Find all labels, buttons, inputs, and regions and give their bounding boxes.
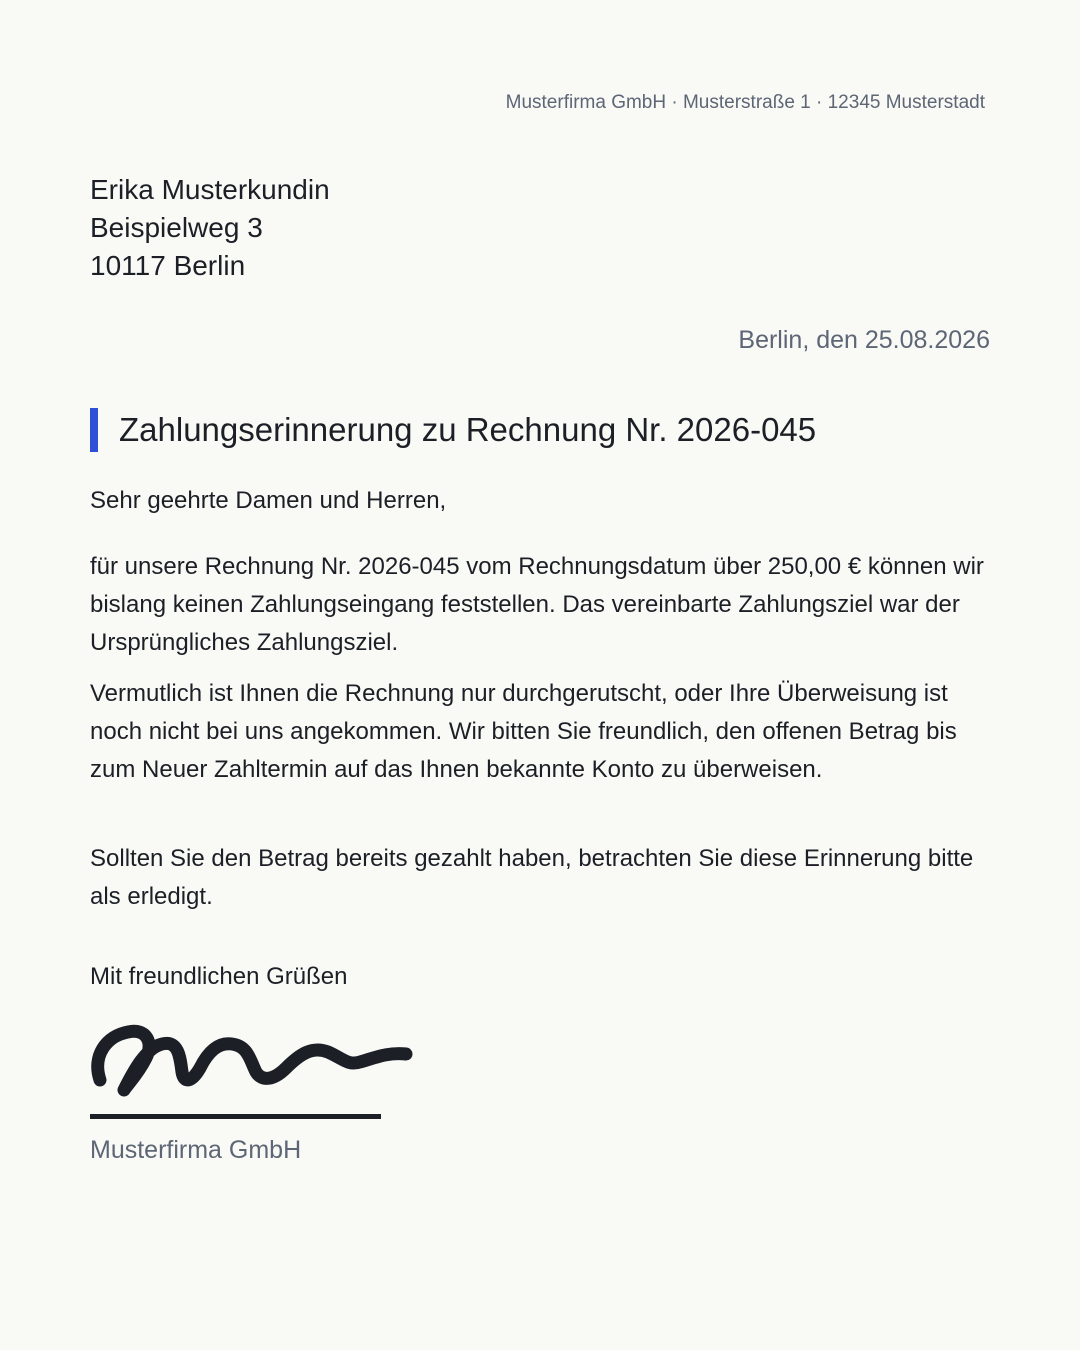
signature-line <box>90 1114 381 1119</box>
handwritten-signature <box>88 1018 418 1102</box>
signer-name: Musterfirma GmbH <box>90 1136 302 1164</box>
closing-phrase: Mit freundlichen Grüßen <box>90 963 348 990</box>
salutation: Sehr geehrte Damen und Herren, <box>90 487 447 514</box>
sender-address-line: Musterfirma GmbH · Musterstraße 1 · 12345 Musterstadt <box>505 92 985 113</box>
recipient-name: Erika Musterkundin <box>90 174 330 205</box>
subject-accent-bar <box>90 408 98 452</box>
body-paragraph-1: für unsere Rechnung Nr. 2026-045 vom Rechnungsdatum über 250,00 € können wir bislang keinen Zahlungseingang feststellen. Das vereinbarte Zahlungsziel war der Ursprüngliches Zahlungsziel. <box>90 553 984 656</box>
body-paragraph-3: Sollten Sie den Betrag bereits gezahlt haben, betrachten Sie diese Erinnerung bitte als erledigt. <box>90 845 974 910</box>
recipient-city: 10117 Berlin <box>90 250 246 281</box>
date-line: Berlin, den 25.08.2026 <box>738 326 990 354</box>
subject-text: Zahlungserinnerung zu Rechnung Nr. 2026-045 <box>119 411 817 448</box>
recipient-street: Beispielweg 3 <box>90 212 263 243</box>
body-paragraph-2: Vermutlich ist Ihnen die Rechnung nur durchgerutscht, oder Ihre Überweisung ist noch nicht bei uns angekommen. Wir bitten Sie freundlich, den offenen Betrag bis zum Neuer Zahltermin auf das Ihnen bekannte Konto zu überweisen. <box>90 680 957 783</box>
subject-heading <box>90 407 816 453</box>
recipient-address-block <box>90 171 330 285</box>
signature-stroke <box>98 1031 406 1090</box>
